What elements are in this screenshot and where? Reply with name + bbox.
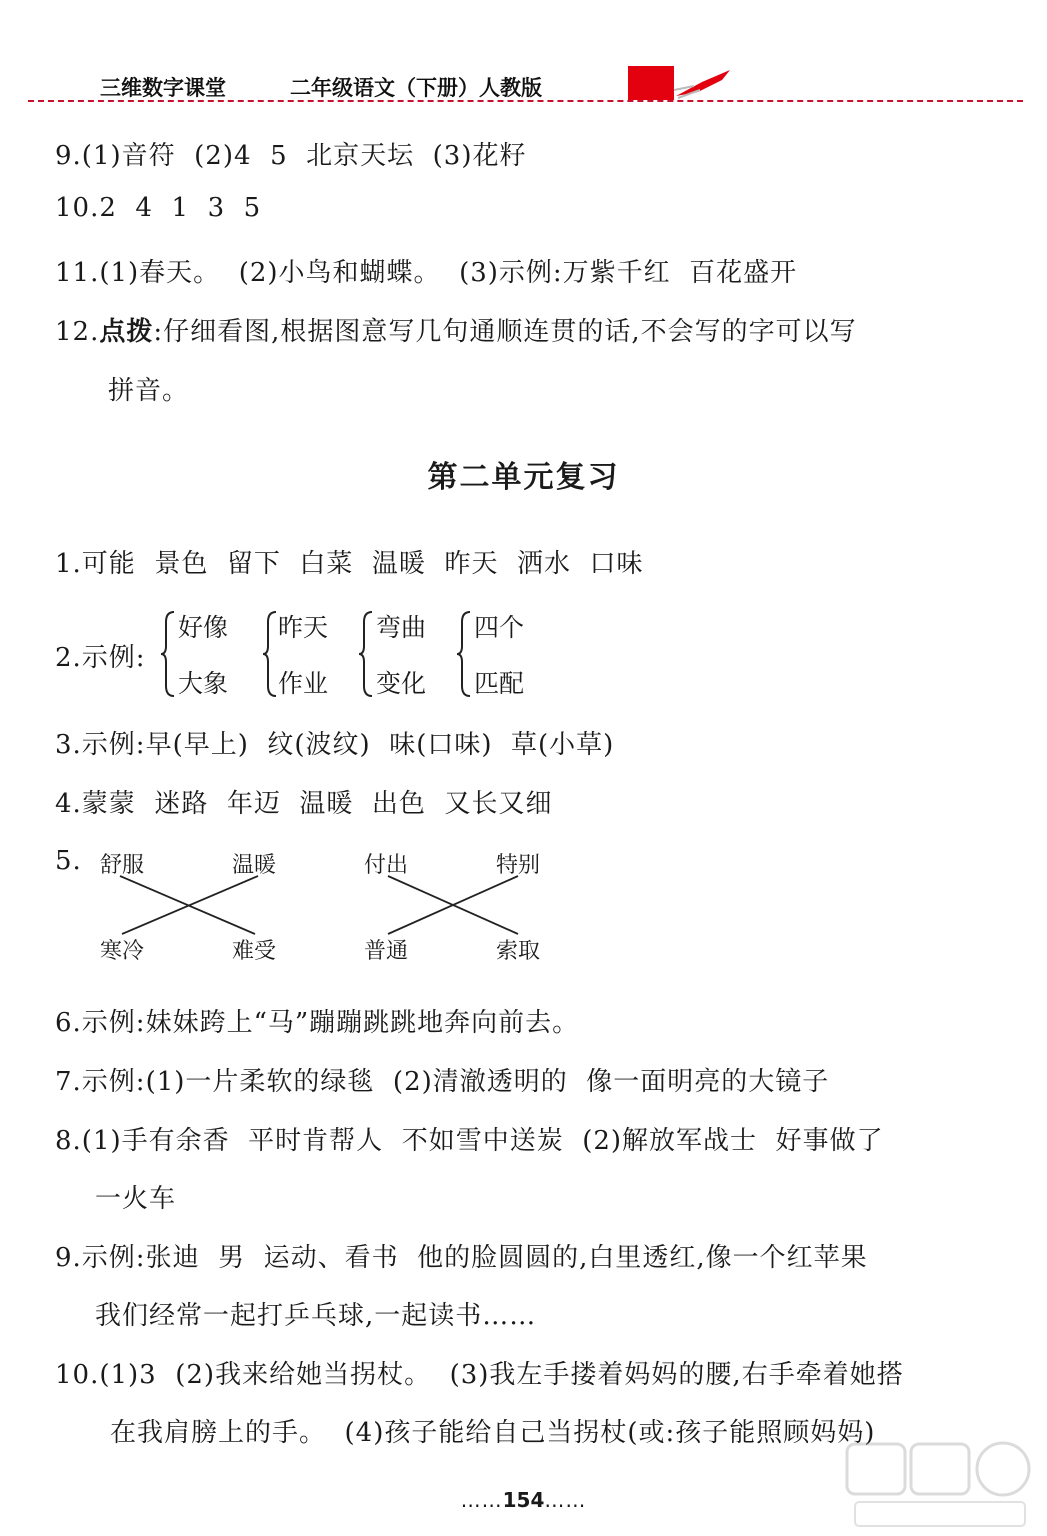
answer-10: 10.2 4 1 3 5 <box>55 193 262 223</box>
review-9-continuation: 我们经常一起打乒乓球,一起读书…… <box>95 1301 537 1331</box>
review-2-word: 弯曲 <box>376 613 427 642</box>
review-3: 3.示例:早(早上) 纹(波纹) 味(口味) 草(小草) <box>55 730 615 760</box>
book-title: 二年级语文（下册）人教版 <box>290 76 542 100</box>
page-dots: …… <box>544 1488 587 1512</box>
review-2-label: 2.示例: <box>55 643 146 673</box>
match-word: 特别 <box>496 853 541 878</box>
review-4: 4.蒙蒙 迷路 年迈 温暖 出色 又长又细 <box>55 789 553 819</box>
series-title: 三维数字课堂 <box>100 76 226 100</box>
review-8-continuation: 一火车 <box>95 1184 177 1214</box>
page-dots: …… <box>460 1488 503 1512</box>
answer-12-continuation: 拼音。 <box>108 376 190 406</box>
answer-11: 11.(1)春天。 (2)小鸟和蝴蝶。 (3)示例:万紫千红 百花盛开 <box>55 258 798 288</box>
match-word: 付出 <box>364 853 409 878</box>
review-7: 7.示例:(1)一片柔软的绿毯 (2)清澈透明的 像一面明亮的大镜子 <box>55 1067 830 1097</box>
review-6: 6.示例:妹妹跨上“马”蹦蹦跳跳地奔向前去。 <box>55 1008 580 1038</box>
review-2-word: 好像 <box>178 613 229 642</box>
match-word: 索取 <box>496 939 541 964</box>
match-word: 温暖 <box>232 853 277 878</box>
answer-12-text: :仔细看图,根据图意写几句通顺连贯的话,不会写的字可以写 <box>153 317 857 347</box>
watermark-logo <box>845 1440 1035 1530</box>
match-word: 普通 <box>364 939 409 964</box>
review-2-word: 昨天 <box>278 613 329 642</box>
review-5-label: 5. <box>55 846 82 876</box>
page-number-value: 154 <box>502 1488 545 1512</box>
section-title: 第二单元复习 <box>427 460 620 495</box>
review-2-word: 四个 <box>474 613 525 642</box>
review-10: 10.(1)3 (2)我来给她当拐杖。 (3)我左手搂着妈妈的腰,右手牵着她搭 <box>55 1360 904 1390</box>
review-2-word: 匹配 <box>474 669 525 698</box>
tip-label: 点拨 <box>99 317 154 347</box>
match-word: 寒冷 <box>100 939 145 964</box>
review-9: 9.示例:张迪 男 运动、看书 他的脸圆圆的,白里透红,像一个红苹果 <box>55 1243 868 1273</box>
match-word: 舒服 <box>100 853 145 878</box>
review-10-continuation: 在我肩膀上的手。 (4)孩子能给自己当拐杖(或:孩子能照顾妈妈) <box>110 1418 876 1448</box>
answer-12-number: 12. <box>55 317 100 347</box>
answer-9: 9.(1)音符 (2)4 5 北京天坛 (3)花籽 <box>55 141 527 171</box>
review-2-word: 变化 <box>376 669 427 698</box>
match-word: 难受 <box>232 939 277 964</box>
review-2-word: 大象 <box>178 669 229 698</box>
review-8: 8.(1)手有余香 平时肯帮人 不如雪中送炭 (2)解放军战士 好事做了 <box>55 1126 884 1156</box>
review-2-word: 作业 <box>278 669 329 698</box>
review-1: 1.可能 景色 留下 白菜 温暖 昨天 洒水 口味 <box>55 549 644 579</box>
